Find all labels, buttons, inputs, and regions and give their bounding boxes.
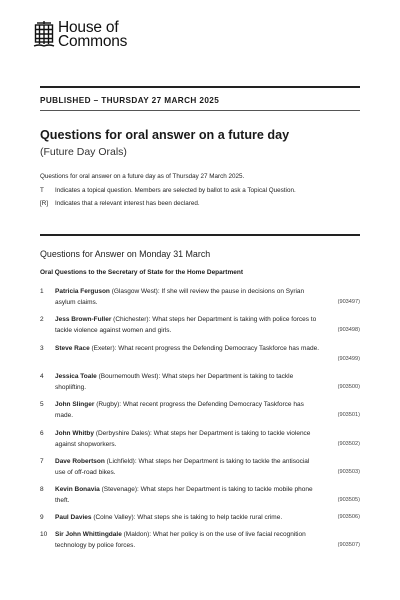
member-name: Kevin Bonavia <box>55 486 100 493</box>
question-text: What recent progress the Defending Democracy Taskforce has <box>122 401 304 408</box>
published-date: PUBLISHED – THURSDAY 27 MARCH 2025 <box>40 96 220 105</box>
constituency: (Glasgow West): <box>111 288 160 295</box>
member-name: John Whitby <box>55 430 94 437</box>
legend-text: Indicates that a relevant interest has been declared. <box>55 200 200 207</box>
question-line-2: technology by police forces. <box>55 542 136 549</box>
question-line-2: against shopworkers. <box>55 441 117 448</box>
question-line-2: tackle violence against women and girls. <box>55 327 172 334</box>
question-text: What steps her Department is taking to tackle the antisocial <box>138 458 310 465</box>
department-title: Oral Questions to the Secretary of State for the Home Department <box>40 269 243 276</box>
page-subtitle: (Future Day Orals) <box>40 146 127 158</box>
question-ref: (903500) <box>337 384 360 390</box>
question-ref: (903502) <box>337 441 360 447</box>
intro-text: Questions for oral answer on a future day as of Thursday 27 March 2025. <box>40 173 245 180</box>
constituency: (Lichfield): <box>106 458 137 465</box>
member-name: Paul Davies <box>55 514 92 521</box>
question-text: If she will review the pause in decisions on Syrian <box>161 288 305 295</box>
question-line-1 <box>55 371 293 382</box>
question-line-1 <box>55 286 304 297</box>
question-number: 3 <box>40 345 44 352</box>
question-line-1 <box>55 399 304 410</box>
question-ref: (903499) <box>337 356 360 362</box>
question-line-2: made. <box>55 412 74 419</box>
portcullis-icon <box>33 20 55 48</box>
question-line-1 <box>55 512 282 523</box>
question-text: What her policy is on the use of live facial recognition <box>152 531 306 538</box>
question-number: 7 <box>40 458 44 465</box>
question-number: 10 <box>40 531 48 538</box>
question-number: 2 <box>40 316 44 323</box>
member-name: John Slinger <box>55 401 95 408</box>
question-text: What steps her Department is taking to tackle mobile phone <box>140 486 313 493</box>
brand-line-1: House of <box>58 19 119 36</box>
member-name: Dave Robertson <box>55 458 105 465</box>
question-ref: (903505) <box>337 497 360 503</box>
question-number: 8 <box>40 486 44 493</box>
constituency: (Colne Valley): <box>93 514 136 521</box>
question-text: What steps she is taking to help tackle rural crime. <box>137 514 283 521</box>
question-line-2: use of off-road bikes. <box>55 469 116 476</box>
legend-key: [R] <box>40 200 49 207</box>
member-name: Steve Race <box>55 345 90 352</box>
constituency: (Rugby): <box>96 401 122 408</box>
constituency: (Chichester): <box>113 316 151 323</box>
question-number: 5 <box>40 401 44 408</box>
constituency: (Bournemouth West): <box>98 373 161 380</box>
brand-wordmark <box>58 21 127 48</box>
constituency: (Maldon): <box>123 531 152 538</box>
question-line-2: shoplifting. <box>55 384 87 391</box>
question-number: 4 <box>40 373 44 380</box>
question-ref: (903498) <box>337 327 360 333</box>
question-text: What steps her Department is taking with police forces to <box>152 316 317 323</box>
question-line-1 <box>55 456 309 467</box>
question-text: What recent progress the Defending Democracy Taskforce has made. <box>118 345 320 352</box>
header-rule-bottom <box>40 110 360 111</box>
question-ref: (903507) <box>337 542 360 548</box>
question-line-2: asylum claims. <box>55 299 98 306</box>
question-line-2: theft. <box>55 497 70 504</box>
question-line-1 <box>55 428 310 439</box>
page-title: Questions for oral answer on a future day <box>40 128 290 142</box>
section-title: Questions for Answer on Monday 31 March <box>40 249 211 259</box>
question-text: What steps her Department is taking to tackle violence <box>153 430 311 437</box>
question-line-1 <box>55 343 319 354</box>
question-line-1 <box>55 529 306 540</box>
question-ref: (903497) <box>337 299 360 305</box>
question-ref: (903506) <box>337 514 360 520</box>
question-ref: (903501) <box>337 412 360 418</box>
header-rule-top <box>40 86 360 88</box>
legend-key: T <box>40 187 44 194</box>
question-line-1 <box>55 314 316 325</box>
constituency: (Derbyshire Dales): <box>95 430 152 437</box>
question-line-1 <box>55 484 313 495</box>
constituency: (Stevenage): <box>101 486 139 493</box>
brand-line-2: Commons <box>58 32 128 50</box>
legend-text: Indicates a topical question. Members are selected by ballot to ask a Topical Question. <box>55 187 296 194</box>
question-number: 6 <box>40 430 44 437</box>
constituency: (Exeter): <box>91 345 117 352</box>
member-name: Sir John Whittingdale <box>55 531 122 538</box>
section-rule <box>40 234 360 236</box>
question-text: What steps her Department is taking to tackle <box>162 373 294 380</box>
question-number: 9 <box>40 514 44 521</box>
member-name: Jessica Toale <box>55 373 97 380</box>
member-name: Patricia Ferguson <box>55 288 110 295</box>
member-name: Jess Brown-Fuller <box>55 316 112 323</box>
question-number: 1 <box>40 288 44 295</box>
question-ref: (903503) <box>337 469 360 475</box>
